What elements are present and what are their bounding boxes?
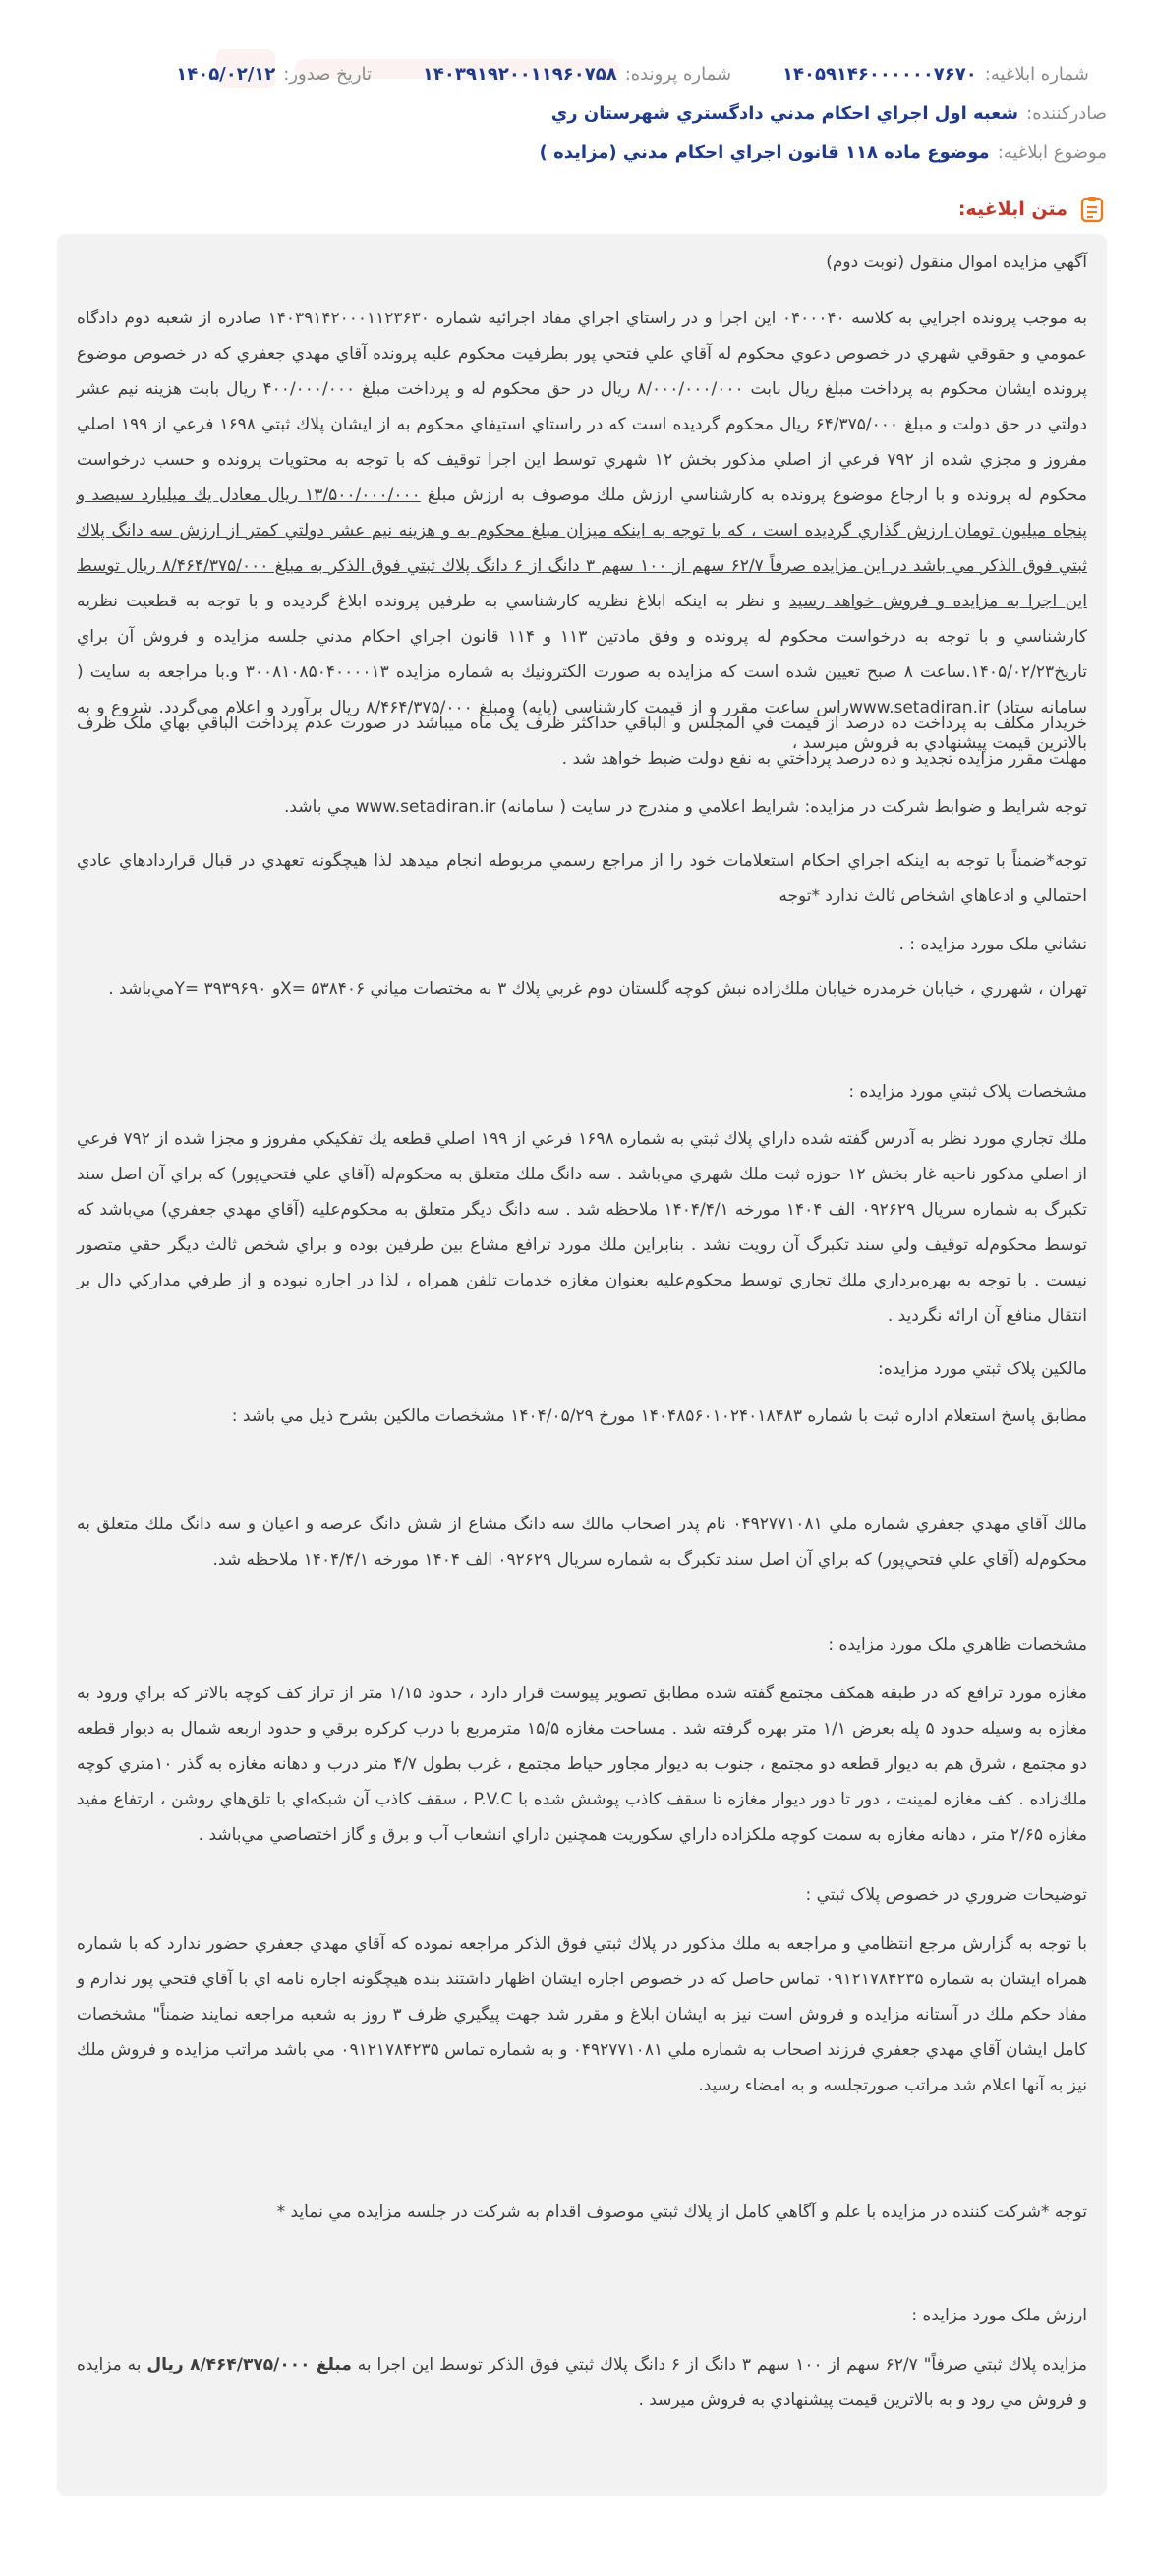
value-text: مزايده پلاك ثبتي صرفاً" ۶۲/۷ سهم از ۱۰۰ سهم ۳ دانگ از ۶ دانگ پلاك ثبتي فوق الذكر توسط اين اجرا به مبلغ ۸/۴۶۴/۳۷۵/۰۰۰ ريال به مزايده و فروش مي رود و به بالاترين قيمت پيشنهادي به فروش ميرسد . xyxy=(77,2355,1087,2410)
address-label: نشاني ملک مورد مزايده : . xyxy=(898,935,1087,954)
owners-text: مالك آقاي مهدي جعفري شماره ملي ۰۴۹۲۷۷۱۰۸۱ نام پدر اصحاب مالك سه دانگ مشاع از شش دانگ عرصه و اعيان و سه دانگ ملك متعلق به محكوم‌له (آقاي علي فتحي‌پور) كه براي آن اصل سند تكبرگ به شماره سريال ۰۹۲۶۲۹ الف ۱۴۰۴ مورخه ۱۴۰۴/۴/۱ ملاحظه شد. xyxy=(77,1515,1087,1570)
value-label: ارزش ملک مورد مزايده : xyxy=(911,2306,1087,2325)
spec-text: ملك تجاري مورد نظر به آدرس گفته شده داراي پلاك ثبتي به شماره ۱۶۹۸ فرعي از ۱۹۹ اصلي قطعه يك تفكيكي مفروز و مجزا شده از ۷۹۲ فرعي از اصلي مذكور ناحيه غار بخش ۱۲ حوزه ثبت ملك شهري مي‌باشد . سه دانگ ملك متعلق به محكوم‌له (آقاي علي فتحي‌پور) كه براي آن اصل سند تكبرگ به شماره سريال ۰۹۲۶۲۹ الف ۱۴۰۴ مورخه ۱۴۰۴/۴/۱ ملاحظه شد . سه دانگ ديگر متعلق به محكوم‌عليه (آقاي مهدي جعفري) مي‌باشد كه توسط محكوم‌له توقيف ولي سند تكبرگ آن رويت نشد . بنابراين ملك مورد ترافع مشاع بين طرفين بوده و براي شخص ثالث ديگر حقي متصور نيست . با توجه به بهره‌برداري ملك تجاري توسط محكوم‌عليه بعنوان مغازه خدمات تلفن همراه ، لذا در اجاره نبوده و از طرفي مداركي دال بر انتقال منافع آن ارائه نگرديد . xyxy=(77,1129,1088,1326)
underlined-valuation: ۱۳/۵۰۰/۰۰۰/۰۰۰ ريال معادل يك ميليارد سيصد و پنجاه ميليون تومان ارزش گذاري گرديده است ، كه با توجه به اينكه ميزان مبلغ محكوم به و هزينه نيم عشر دولتي كمتر از ارزش سه دانگ پلاك ثبتي فوق الذكر مي باشد در اين مزايده صرفاً ۶۲/۷ سهم از ۱۰۰ سهم ۳ دانگ از ۶ دانگ پلاك ثبتي فوق الذكر به مبلغ ۸/۴۶۴/۳۷۵/۰۰۰ ريال توسط اين اجرا به مزايده و فروش خواهد رسيد xyxy=(77,486,1087,611)
case-number: شماره پرونده: ۱۴۰۳۹۱۹۲۰۰۱۱۹۶۰۷۵۸ xyxy=(422,63,732,85)
notice-header xyxy=(47,54,1107,172)
notes-text: با توجه به گزارش مرجع انتظامي و مراجعه به ملك مذكور در پلاك ثبتي فوق الذكر مراجعه نموده كه آقاي مهدي جعفري حضور ندارد كه با شماره همراه ايشان به شماره ۰۹۱۲۱۷۸۴۲۳۵ تماس حاصل كه در خصوص اجاره ايشان اظهار داشتند بنده هيچگونه اجاره نامه اي با آقاي فتحي پور ندارم و مفاد حكم ملك در آستانه مزايده و فروش است نيز به ايشان ابلاغ و مقرر شد جهت پيگيري ظرف ۳ روز به شعبه مراجعه نمايند ضمناً" مشخصات كامل ايشان آقاي مهدي جعفري فرزند اصحاب به شماره ملي ۰۴۹۲۷۷۱۰۸۱ و به شماره تماس ۰۹۱۲۱۷۸۴۲۳۵ مي باشد مراتب مزايده و فروش ملك نيز به آنها اعلام شد مراتب صورتجلسه و به امضاء رسيد. xyxy=(77,1934,1087,2095)
issuer-row: صادركننده: شعبه اول اجراي احكام مدني دادگستري شهرستان ري xyxy=(550,102,1107,124)
value-amount: مبلغ ۸/۴۶۴/۳۷۵/۰۰۰ ريال xyxy=(146,2355,352,2375)
document-icon xyxy=(1077,195,1107,224)
owners-label: مالكين پلاک ثبتي مورد مزايده: xyxy=(878,1359,1087,1379)
notice-text-title: متن ابلاغيه: xyxy=(958,195,1107,224)
physical-text: مغازه مورد ترافع كه در طبقه همكف مجتمع گفته شده مطابق تصوير پيوست قرار دارد ، حدود ۱/۱۵ متر از تراز كف كوچه بالاتر كه براي ورود به مغازه به وسيله حدود ۵ پله بعرض ۱/۱ متر بهره گرفته شد . مساحت مغازه ۱۵/۵ مترمربع با درب كركره برقي و حدود اربعه شمال به ديوار قطعه دو مجتمع ، شرق هم به ديوار قطعه دو مجتمع ، جنوب به ديوار مجاور حياط مجتمع ، غرب بطول ۴/۷ متر درب و دهانه مغازه به گذر ۱۰متري كوچه ملك‌زاده . كف مغازه لمينت ، دور تا دور ديوار مغازه تا سقف كاذب پوشش شده با P.V.C ، سقف كاذب آن شبكه‌اي با تلق‌هاي روشن ، ارتفاع مفيد مغازه ۲/۶۵ متر ، دهانه مغازه به سمت كوچه ملكزاده داراي سكوريت همچنين داراي انشعاب آب و برق و گاز اختصاصي مي‌باشد . xyxy=(77,1684,1088,1845)
paragraph-terms: توجه شرايط و ضوابط شركت در مزايده: شرايط اعلامي و مندرج در سايت ( سامانه) www.setadiran.ir مي باشد. xyxy=(284,797,1087,817)
paragraph-disclaimer: توجه*ضمناً با توجه به اينكه اجراي احكام استعلامات خود را از مراجع رسمي مربوطه انجام ميدهد لذا هيچگونه تعهدي در قبال قراردادهاي عادي احتمالي و ادعاهاي اشخاص ثالث ندارد *توجه xyxy=(77,851,1087,906)
notice-content xyxy=(57,234,1107,2496)
issue-date: تاريخ صدور: ۱۴۰۵/۰۲/۱۲ xyxy=(176,63,372,85)
notes-label: توضيحات ضروري در خصوص پلاک ثبتي : xyxy=(805,1885,1087,1905)
notice-number: شماره ابلاغيه: ۱۴۰۵۹۱۴۶۰۰۰۰۰۰۷۶۷۰ xyxy=(782,63,1089,85)
paragraph-case-details: به موجب پرونده اجرايي به كلاسه ۰۴۰۰۰۴۰ اين اجرا و در راستاي اجراي مفاد اجرائيه شماره ۱۴۰۳۹۱۴۲۰۰۰۱۱۲۳۶۳۰ صادره از شعبه دوم دادگاه عمومي و حقوقي شهري در خصوص دعوي محكوم له آقاي علي فتحي پور بطرفيت محكوم عليه پرونده آقاي مهدي جعفري كه در خصوص موضوع پرونده ايشان محكوم به پرداخت مبلغ ريال بابت ۸/۰۰۰/۰۰۰/۰۰۰ ريال در حق محكوم له و پرداخت مبلغ ۴۰۰/۰۰۰/۰۰۰ ريال بابت هزينه نيم عشر دولتي در حق دولت و مبلغ ۶۴/۳۷۵/۰۰۰ ريال محكوم گرديده است كه در راستاي استيفاي محكوم به از ايشان پلاك ثبتي ۱۶۹۸ فرعي از ۱۹۹ اصلي مفروز و مجزي شده از ۷۹۲ فرعي از اصلي مذكور بخش ۱۲ شهري توسط اين اجرا توقيف كه با توجه به محتويات پرونده و حسب درخواست محكوم له پرونده و با ارجاع موضوع پرونده به كارشناسي ارزش ملك موصوف به ارزش مبلغ ۱۳/۵۰۰/۰۰۰/۰۰۰ ريال معادل يك ميليارد سيصد و پنجاه ميليون تومان ارزش گذاري گرديده است ، كه با توجه به اينكه ميزان مبلغ محكوم به و هزينه نيم عشر دولتي كمتر از ارزش سه دانگ پلاك ثبتي فوق الذكر مي باشد در اين مزايده صرفاً ۶۲/۷ سهم از ۱۰۰ سهم ۳ دانگ از ۶ دانگ پلاك ثبتي فوق الذكر به مبلغ ۸/۴۶۴/۳۷۵/۰۰۰ ريال توسط اين اجرا به مزايده و فروش خواهد رسيد و نظر به اينكه ابلاغ نظريه كارشناسي به طرفين پرونده ابلاغ گرديده و با توجه به قطعيت نظريه كارشناسي و با توجه به درخواست محكوم له پرونده و وفق مادتين ۱۱۳ و ۱۱۴ قانون اجراي احكام مدني جلسه مزايده و فروش آن براي تاريخ۱۴۰۵/۰۲/۲۳.ساعت ۸ صبح تعيين شده است كه مزايده به صورت الكترونيك به شماره مزايده ۳۰۰۸۱۰۸۵۰۴۰۰۰۰۱۳ و.با مراجعه به سايت ( سامانه ستاد) www.setadiran.irراس ساعت مقرر و از قيمت كارشناسي (پايه) ومبلغ ۸/۴۶۴/۳۷۵/۰۰۰ ريال برآورد و اعلام مي‌گردد. شروع و به بالاترين قيمت پيشنهادي به فروش ميرسد ، xyxy=(77,309,1088,753)
address-text: تهران ، شهرري ، خيابان خرمدره خيابان ملك‌زاده نبش كوچه گلستان دوم غربي پلاك ۳ به مختصات مياني ۵۳۸۴۰۶ =Xو ۳۹۳۹۶۹۰ =Yمي‌باشد . xyxy=(108,979,1087,999)
header-row-numbers xyxy=(47,54,1107,93)
physical-label: مشخصات ظاهري ملک مورد مزايده : xyxy=(828,1635,1087,1655)
owners-intro: مطابق پاسخ استعلام اداره ثبت با شماره ۱۴۰۴۸۵۶۰۱۰۲۴۰۱۸۴۸۳ مورخ ۱۴۰۴/۰۵/۲۹ مشخصات مالكين بشرح ذيل مي باشد : xyxy=(231,1406,1087,1426)
issuer-name: شعبه اول اجراي احكام مدني دادگستري شهرستان ري xyxy=(550,102,1019,124)
attention-text: توجه *شركت كننده در مزايده با علم و آگاهي كامل از پلاك ثبتي موصوف اقدام به شركت در جلسه مزايده مي نمايد * xyxy=(276,2203,1087,2222)
paragraph-buyer-obligation: خريدار مكلف به پرداخت ده درصد از قيمت في المجلس و الباقي حداكثر ظرف يک ماه ميباشد در صورت عدم پرداخت الباقي بهاي ملک ظرف مهلت مقرر مزايده تجديد و ده درصد پرداختي به نفع دولت ضبط خواهد شد . xyxy=(77,714,1087,769)
auction-heading: آگهي مزايده اموال منقول (نوبت دوم) xyxy=(826,253,1087,272)
subject-row: موضوع ابلاغيه: موضوع ماده ۱۱۸ قانون اجراي احكام مدني (مزايده ) xyxy=(539,142,1107,163)
subject-text: موضوع ماده ۱۱۸ قانون اجراي احكام مدني (مزايده ) xyxy=(539,142,990,163)
spec-label: مشخصات پلاک ثبتي مورد مزايده : xyxy=(848,1082,1087,1102)
